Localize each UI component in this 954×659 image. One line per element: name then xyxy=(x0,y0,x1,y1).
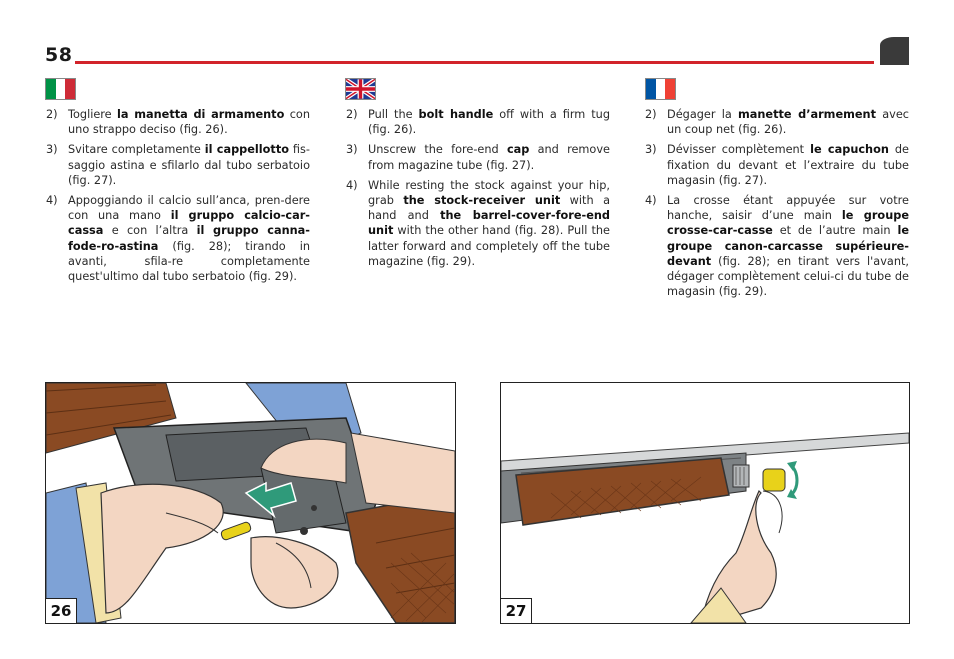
french-instructions xyxy=(645,107,909,304)
instruction-step xyxy=(645,142,909,188)
step-text-segment: e con l’altra xyxy=(103,224,197,238)
header-rule xyxy=(75,61,874,64)
step-text-segment: avec un coup net (fig. 26). xyxy=(667,108,909,137)
step-number: 2) xyxy=(645,108,657,121)
step-text xyxy=(667,142,909,188)
step-text-segment: and remove from magazine tube (fig. 27). xyxy=(368,143,610,172)
figure-27-label: 27 xyxy=(501,598,532,623)
italian-instructions xyxy=(46,107,310,289)
step-text-segment: Togliere xyxy=(68,108,118,121)
figure-26 xyxy=(45,382,456,624)
uk-flag-icon xyxy=(346,79,375,99)
step-text-segment: Dégager la xyxy=(667,108,738,121)
instruction-step xyxy=(346,142,610,172)
figure-26-illustration xyxy=(46,383,455,623)
step-text-segment: While resting the stock against your hip, grab xyxy=(368,178,610,208)
step-text-segment: with the other hand (fig. 28). Pull the latter forward and completely off the tube magazine (fig. 29). xyxy=(368,224,610,268)
instruction-step xyxy=(346,178,610,269)
bold-term: cap xyxy=(506,143,530,157)
step-text-segment: de fixation du devant et l’extraire du tube magasin (fig. 27). xyxy=(667,143,909,187)
step-text-segment: con uno strappo deciso (fig. 26). xyxy=(68,108,310,137)
step-text xyxy=(368,107,610,137)
step-number: 4) xyxy=(346,178,358,192)
step-text-segment: with a hand and xyxy=(368,194,611,223)
step-text-segment: fis-saggio astina e sfilarlo dal tubo serbatoio (fig. 27). xyxy=(68,143,310,187)
instruction-step xyxy=(46,107,310,137)
step-text-segment: Dévisser complètement xyxy=(667,143,811,157)
instruction-step xyxy=(645,107,909,137)
bold-term: il cappellotto xyxy=(204,143,289,157)
instruction-step xyxy=(346,107,610,137)
step-number: 3) xyxy=(346,143,358,157)
step-text-segment: Appoggiando il calcio sull’anca, pren-dere con una mano xyxy=(68,194,310,223)
english-instructions xyxy=(346,107,610,274)
step-text xyxy=(667,107,909,137)
figure-27-illustration xyxy=(501,383,909,623)
step-text xyxy=(368,178,610,269)
step-text-segment: Pull the xyxy=(368,108,419,121)
step-text-segment: off with a firm tug (fig. 26). xyxy=(368,108,610,137)
bold-term: le groupe canon-carcasse supérieure-devant xyxy=(667,224,909,268)
step-text-segment: Unscrew the fore-end xyxy=(368,143,507,157)
step-text-segment: (fig. 28); en tirant vers l'avant, dégager complètement celui-ci du tube de magasin (fig. 29). xyxy=(667,254,909,299)
step-number: 4) xyxy=(645,194,657,208)
bold-term: le capuchon xyxy=(810,143,889,157)
bold-term: the stock-receiver unit xyxy=(403,194,561,208)
instruction-step xyxy=(645,193,909,299)
step-number: 2) xyxy=(346,108,358,121)
page-number: 58 xyxy=(45,44,73,66)
section-tab xyxy=(880,37,909,65)
step-text-segment: (fig. 28); tirando in avanti, sfila-re completamente quest'ultimo dal tubo serbatoio (fig. 29). xyxy=(68,239,310,284)
italian-flag-icon xyxy=(46,79,75,99)
step-text-segment: et de l’autre main xyxy=(772,224,898,238)
french-flag-icon xyxy=(646,79,675,99)
step-text xyxy=(68,107,310,137)
step-text xyxy=(68,193,310,284)
bold-term: il gruppo calcio-car-cassa xyxy=(68,209,311,238)
bold-term: la manetta di armamento xyxy=(117,108,285,121)
instruction-step xyxy=(46,142,310,188)
step-number: 3) xyxy=(645,143,657,157)
step-number: 4) xyxy=(46,194,58,208)
bold-term: the barrel-cover-fore-end unit xyxy=(368,209,610,238)
step-text xyxy=(667,193,909,299)
figure-27 xyxy=(500,382,910,624)
bold-term: manette d’armement xyxy=(738,108,876,121)
step-number: 2) xyxy=(46,108,58,121)
step-text xyxy=(368,142,610,172)
step-text xyxy=(68,142,310,188)
bold-term: il gruppo canna-fode-ro-astina xyxy=(68,224,310,253)
bold-term: le groupe crosse-car-casse xyxy=(667,209,909,238)
step-text-segment: Svitare completamente xyxy=(68,143,205,157)
step-number: 3) xyxy=(46,143,58,157)
bold-term: bolt handle xyxy=(418,108,494,121)
step-text-segment: La crosse étant appuyée sur votre hanche, saisir d’une main xyxy=(667,194,909,223)
figure-26-label: 26 xyxy=(46,598,77,623)
instruction-step xyxy=(46,193,310,284)
